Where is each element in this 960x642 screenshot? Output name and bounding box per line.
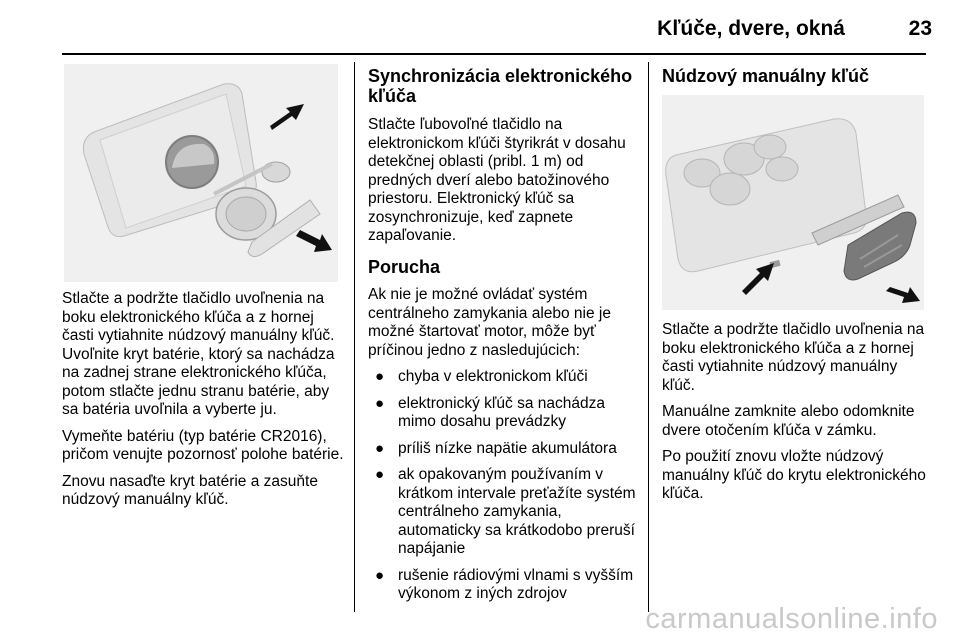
col3-paragraph: Stlačte a podržte tlačidlo uvoľnenia na boku elektronického kľúča a z hornej časti vytiahnite núdzový manuálny kľúč. bbox=[662, 321, 925, 394]
page-number: 23 bbox=[908, 17, 932, 40]
emergency-key-body bbox=[662, 321, 930, 512]
col3-paragraph: Po použití znovu vložte núdzový manuálny kľúč do krytu elektronického kľúča. bbox=[662, 448, 926, 502]
sync-text: Stlačte ľubovoľné tlačidlo na elektronickom kľúči štyrikrát v dosahu detekčnej oblasti (pribl. 1 m) od predných dverí alebo batožinového priestoru. Elektronický kľúč sa zosynchronizuje, keď zapnete zapaľovanie. bbox=[368, 116, 626, 244]
bullet-icon: ● bbox=[375, 394, 385, 412]
page-header bbox=[0, 0, 960, 52]
bullet-icon: ● bbox=[375, 439, 385, 457]
list-item: ● chyba v elektronickom kľúči bbox=[375, 368, 588, 385]
bullet-icon: ● bbox=[375, 566, 385, 584]
fault-list bbox=[368, 368, 638, 604]
list-item: ● rušenie rádiovými vlnami s vyšším výkonom z iných zdrojov bbox=[375, 566, 634, 602]
battery-replacement-figure bbox=[64, 64, 338, 282]
sync-heading: Synchronizácia elektronického kľúča bbox=[368, 66, 633, 106]
col1-paragraph: Znovu nasaďte kryt batérie a zasuňte núdzový manuálny kľúč. bbox=[62, 472, 318, 508]
bullet-icon: ● bbox=[375, 368, 385, 385]
list-item: ● elektronický kľúč sa nachádza mimo dosahu prevádzky bbox=[375, 394, 605, 430]
list-item: ● príliš nízke napätie akumulátora bbox=[375, 439, 617, 457]
fault-heading: Porucha bbox=[368, 257, 441, 277]
emergency-key-figure bbox=[662, 95, 924, 310]
battery-illustration bbox=[64, 64, 338, 282]
watermark: carmanualsonline.info bbox=[645, 603, 938, 635]
fault-intro: Ak nie je možné ovládať systém centrálneho zamykania alebo nie je možné štartovať motor, môže byť príčinou jedno z nasledujúcich: bbox=[368, 286, 611, 359]
column-divider bbox=[648, 62, 649, 612]
sync-paragraph bbox=[368, 116, 638, 254]
emergency-key-illustration bbox=[662, 95, 924, 310]
header-rule bbox=[62, 53, 926, 55]
header-title: Kľúče, dvere, okná bbox=[657, 17, 845, 40]
col1-paragraph: Vymeňte batériu (typ batérie CR2016), pričom venujte pozornosť polohe batérie. bbox=[62, 427, 344, 463]
col1-body bbox=[62, 290, 346, 518]
column-divider bbox=[354, 62, 355, 612]
fault-body bbox=[368, 286, 638, 612]
emergency-key-heading: Núdzový manuálny kľúč bbox=[662, 66, 869, 86]
list-item: ● ak opakovaným používaním v krátkom intervale preťažíte systém centrálneho zamykania, automaticky sa krátkodobo preruší napájanie bbox=[375, 466, 636, 557]
bullet-icon: ● bbox=[375, 466, 385, 483]
col1-paragraph: Stlačte a podržte tlačidlo uvoľnenia na boku elektronického kľúča a z hornej časti vytiahnite núdzový manuálny kľúč. Uvoľnite kryt batérie, ktorý sa nachádza na zadnej strane elektronického kľúča, potom stlačte jednu stranu batérie, aby sa batéria uvoľnila a vyberte ju. bbox=[62, 290, 335, 418]
col3-paragraph: Manuálne zamknite alebo odomknite dvere otočením kľúča v zámku. bbox=[662, 403, 915, 439]
